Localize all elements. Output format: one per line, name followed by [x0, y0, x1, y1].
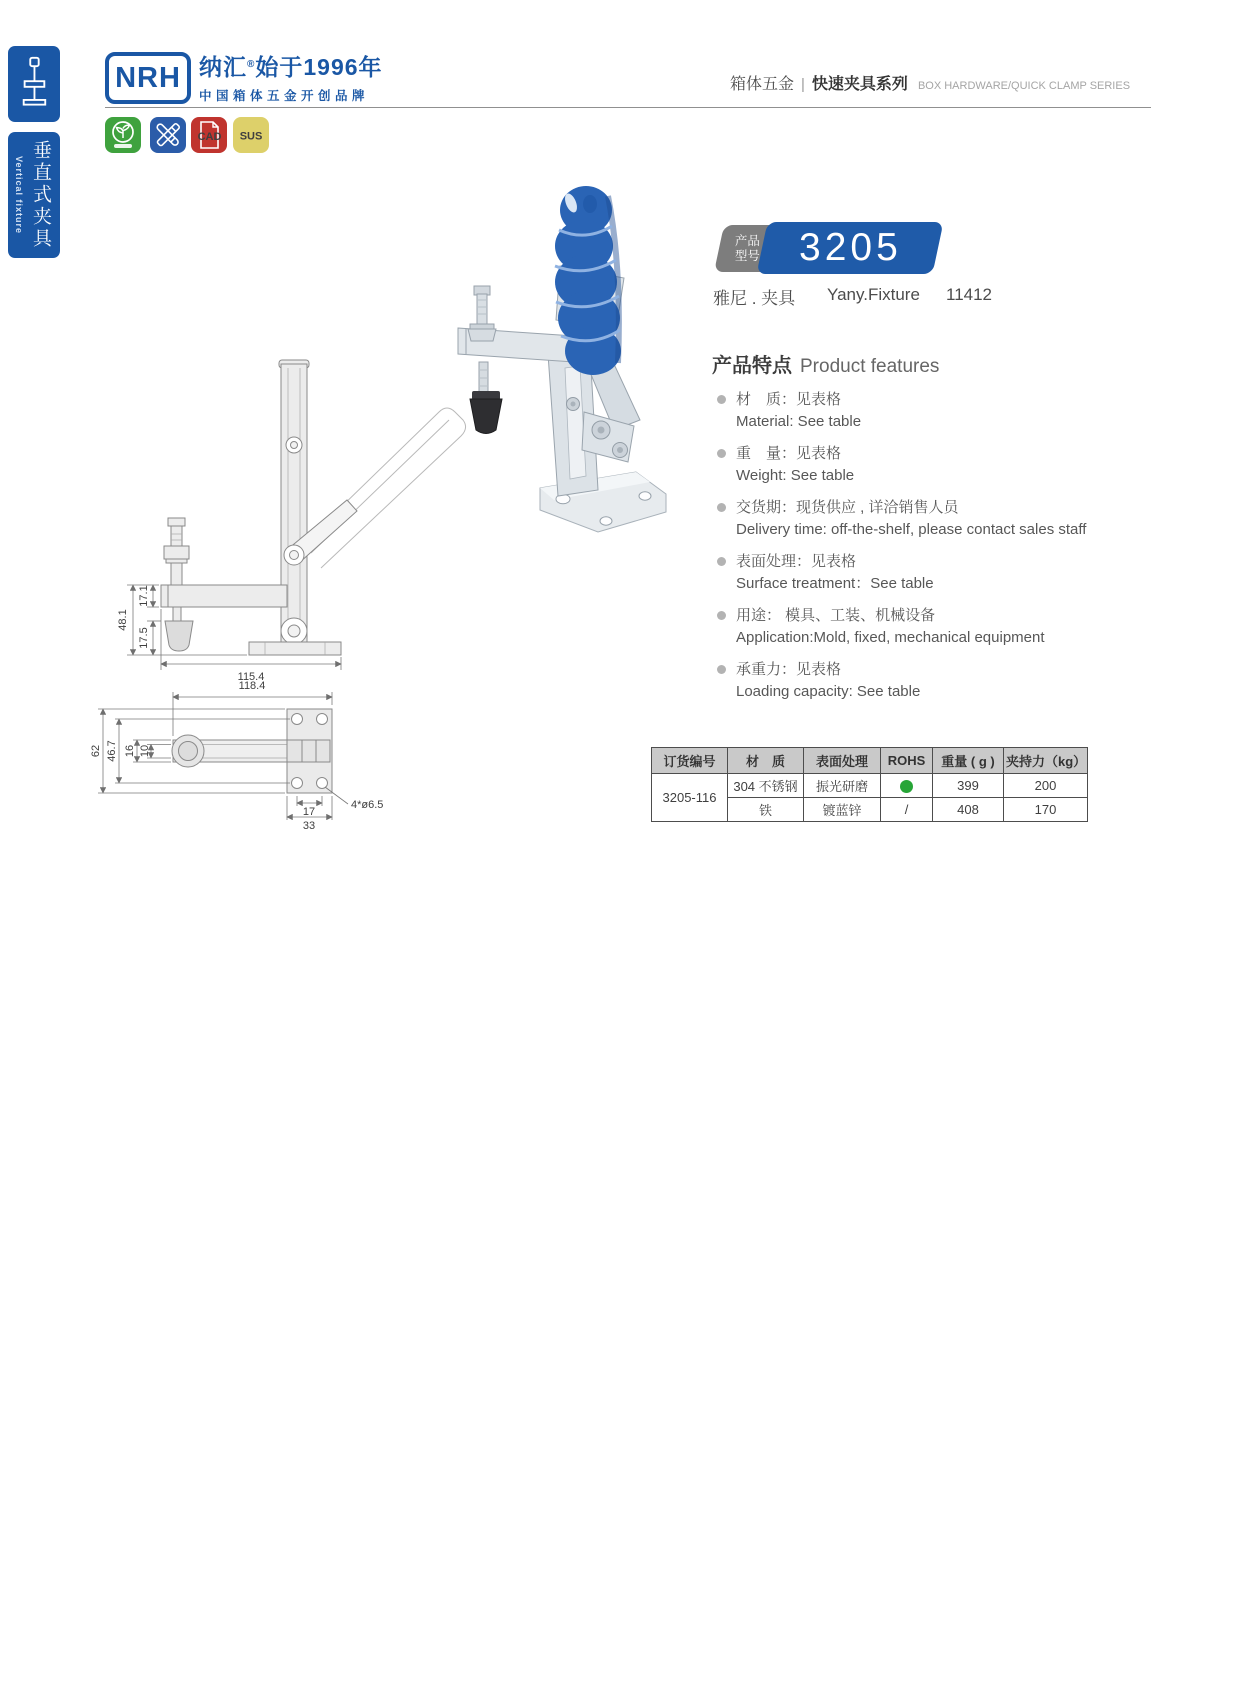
brand-name: 纳汇 [199, 54, 247, 80]
dim-label: 17 [302, 806, 316, 818]
rohs-pass-dot [900, 780, 913, 793]
features-title-cn: 产品特点 [712, 355, 792, 377]
feature-cn: 表面处理：见表格 [736, 553, 857, 570]
bullet-icon [717, 665, 726, 674]
bullet-icon [717, 449, 726, 458]
surface-cell: 镀蓝锌 [804, 798, 881, 822]
feature-en: Application:Mold, fixed, mechanical equipment [736, 629, 1045, 646]
bullet-icon [717, 395, 726, 404]
feature-en: Loading capacity: See table [736, 683, 921, 700]
order-no-cell: 3205-116 [652, 774, 728, 822]
series-name: 快速夹具系列 [811, 76, 908, 93]
cad-label: CAD [197, 131, 222, 143]
brand-since: 始于1996年 [255, 54, 383, 80]
col-capacity: 夹持力（kg） [1004, 748, 1088, 774]
product-name-cn: 雅尼 . 夹具 [713, 289, 796, 308]
brand-block [199, 49, 383, 104]
registered-mark: ® [247, 59, 256, 70]
series-name-en: BOX HARDWARE/QUICK CLAMP SERIES [917, 80, 1131, 92]
product-code: 11412 [946, 285, 993, 304]
weight-cell: 408 [933, 798, 1004, 822]
product-name-en: Yany.Fixture [827, 285, 920, 304]
nrh-logo [105, 52, 191, 104]
sus-icon [233, 117, 269, 153]
sidebar-label-en: Vertical fixture [14, 155, 24, 235]
feature-item-loading [713, 659, 1153, 703]
tools-icon [150, 117, 186, 153]
nrh-logo-text: NRH [115, 61, 181, 94]
feature-cn: 材 质：见表格 [736, 391, 842, 408]
table-row [652, 774, 1088, 798]
dim-label: 33 [302, 820, 316, 832]
sus-label: SUS [239, 130, 263, 143]
rohs-cell: / [881, 798, 933, 822]
arm-assembly [161, 518, 287, 651]
feature-cn: 承重力：见表格 [736, 661, 842, 678]
surface-cell: 振光研磨 [804, 774, 881, 798]
arm-plan [172, 735, 330, 767]
weight-cell: 399 [933, 774, 1004, 798]
side-view-drawing [95, 350, 485, 685]
brand-slogan: 中国箱体五金开创品牌 [199, 89, 370, 103]
badge-line2: 型号 [734, 248, 760, 263]
feature-item-material [713, 389, 1153, 433]
series-category: 箱体五金 [730, 76, 795, 93]
ghost-handle [301, 408, 466, 568]
material-cell: 304 不锈钢 [728, 774, 804, 798]
dim-label: 16 [124, 744, 136, 758]
capacity-cell: 170 [1004, 798, 1088, 822]
feature-en: Surface treatment：See table [736, 575, 934, 592]
top-view-drawing [88, 648, 468, 843]
dim-label: 17.1 [138, 585, 150, 607]
series-header [730, 71, 1130, 94]
capacity-cell: 200 [1004, 774, 1088, 798]
rohs-cell [881, 774, 933, 798]
spec-table-header-row [652, 748, 1088, 774]
brand-title [199, 49, 383, 82]
feature-cn: 用途： 模具、工装、机械设备 [736, 607, 936, 624]
col-order-no: 订货编号 [652, 748, 728, 774]
feature-en: Delivery time: off-the-shelf, please contact sales staff [736, 521, 1087, 538]
model-badge [756, 222, 943, 274]
spec-table [651, 747, 1088, 822]
bullet-icon [717, 557, 726, 566]
dim-label: 10 [139, 744, 151, 758]
feature-en: Material: See table [736, 413, 862, 430]
feature-cn: 重 量：见表格 [736, 445, 842, 462]
feature-item-application [713, 605, 1153, 649]
col-material: 材 质 [728, 748, 804, 774]
features-title-en: Product features [800, 356, 940, 377]
feature-cn: 交货期：现货供应 , 详洽销售人员 [736, 499, 959, 516]
dim-label: 118.4 [238, 680, 266, 692]
sidebar-item-vertical-fixture [8, 132, 60, 258]
badge-line1: 产品 [734, 233, 760, 248]
dim-label: 4*ø6.5 [351, 799, 384, 811]
sidebar-label-cn: 垂直式夹具 [30, 140, 51, 250]
col-surface: 表面处理 [804, 748, 881, 774]
col-rohs: ROHS [881, 748, 933, 774]
col-weight: 重量 ( g ) [933, 748, 1004, 774]
bullet-icon [717, 503, 726, 512]
dim-label: 17.5 [138, 627, 150, 649]
vertical-clamp-icon [19, 54, 49, 114]
dim-label: 48.1 [117, 609, 129, 631]
column [279, 360, 357, 644]
eco-icon [105, 117, 141, 153]
feature-en: Weight: See table [736, 467, 855, 484]
dim-label: 62 [90, 744, 102, 758]
feature-item-delivery [713, 497, 1153, 541]
features-title [712, 349, 939, 378]
sidebar-category-tab [8, 46, 60, 122]
bullet-icon [717, 611, 726, 620]
material-cell: 铁 [728, 798, 804, 822]
feature-item-weight [713, 443, 1153, 487]
cad-icon [191, 117, 227, 153]
feature-item-surface [713, 551, 1153, 595]
dim-label: 46.7 [106, 740, 118, 762]
dim-label: 115.4 [237, 671, 265, 683]
header-divider [105, 107, 1151, 108]
model-number: 3205 [798, 226, 902, 269]
series-divider: | [801, 76, 805, 93]
